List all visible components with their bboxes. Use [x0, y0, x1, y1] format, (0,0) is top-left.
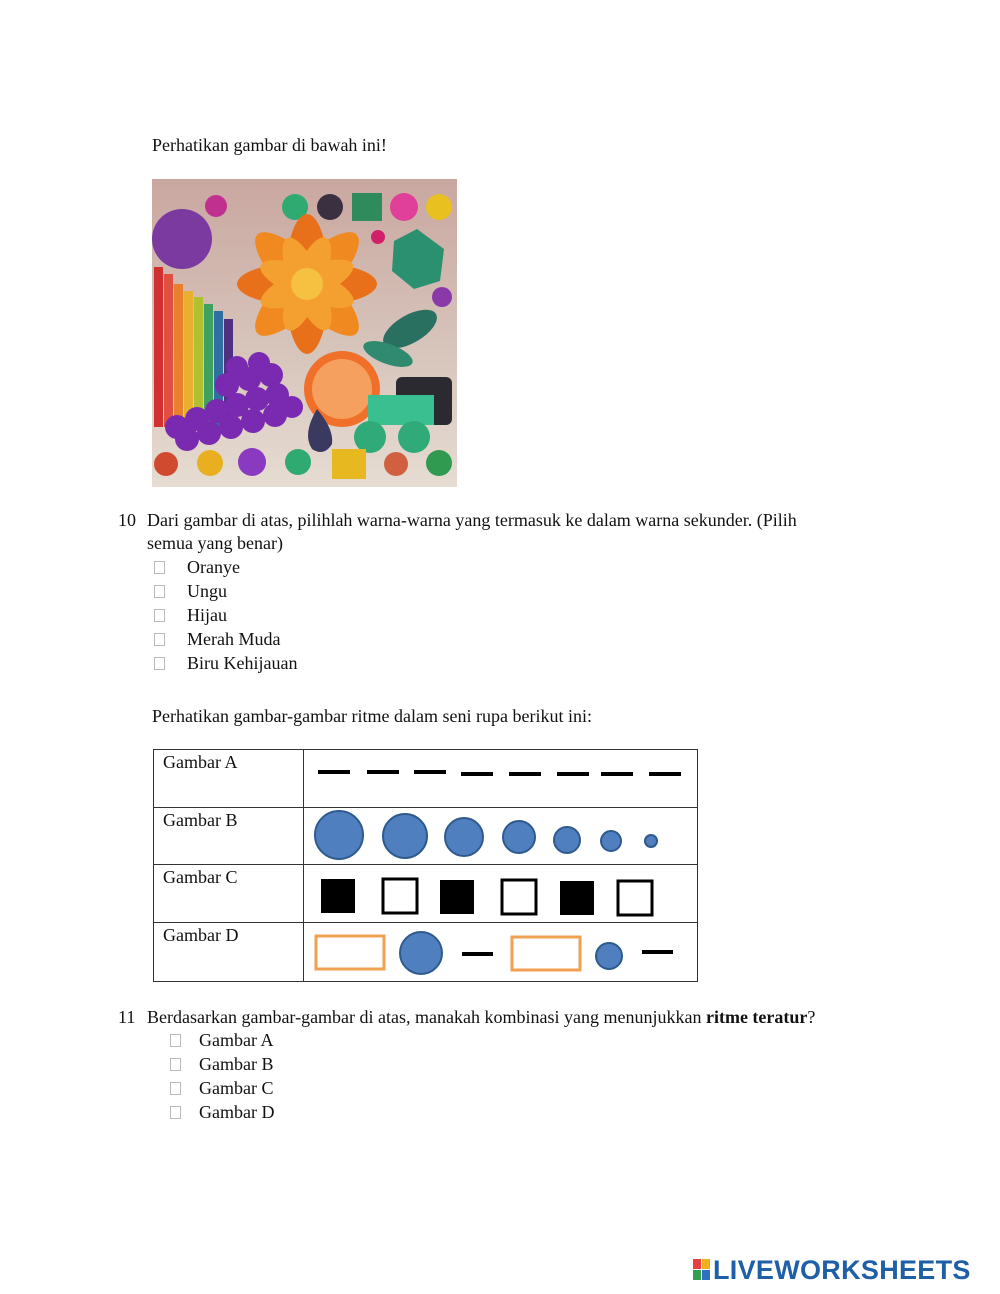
circle-pattern	[304, 808, 697, 864]
question-11-text-bold: ritme teratur	[705, 1007, 808, 1027]
table-row	[154, 922, 698, 981]
question-11-text	[147, 1005, 815, 1029]
table-row	[154, 750, 698, 808]
question-10-text-line1: Dari gambar di atas, pilihlah warna-warna yang termasuk ke dalam warna sekunder. (Pilih	[147, 510, 797, 530]
rhythm-table	[153, 749, 698, 982]
question-11-number: 11	[118, 1007, 136, 1027]
option-label: Gambar B	[199, 1054, 274, 1074]
mixed-pattern	[304, 923, 697, 981]
option-label: Oranye	[187, 557, 240, 577]
rhythm-pattern-b	[304, 808, 698, 865]
row-label-gambar-c: Gambar C	[154, 865, 304, 922]
option-label: Biru Kehijauan	[187, 653, 298, 673]
dash-pattern	[304, 750, 697, 807]
checkbox-icon[interactable]	[154, 633, 165, 646]
question-10-text-line2: semua yang benar)	[147, 533, 283, 553]
color-still-life-image	[152, 179, 457, 487]
question-11-text-end: ?	[807, 1007, 816, 1027]
checkbox-icon[interactable]	[170, 1082, 181, 1095]
instruction-text-1: Perhatikan gambar di bawah ini!	[152, 135, 387, 155]
option-label: Hijau	[187, 605, 227, 625]
checkbox-icon[interactable]	[170, 1106, 181, 1119]
option-label: Gambar A	[199, 1030, 274, 1050]
rhythm-pattern-c	[304, 865, 698, 922]
question-11-text-main: Berdasarkan gambar-gambar di atas, manakah kombinasi yang menunjukkan	[147, 1007, 706, 1027]
table-row	[154, 808, 698, 865]
checkbox-icon[interactable]	[154, 657, 165, 670]
option-label: Gambar D	[199, 1102, 275, 1122]
logo-text: LIVEWORKSHEETS	[713, 1255, 971, 1285]
rhythm-pattern-a	[304, 750, 698, 808]
rhythm-pattern-d	[304, 922, 698, 981]
live-logo-icon	[693, 1259, 711, 1281]
option-label: Gambar C	[199, 1078, 274, 1098]
checkbox-icon[interactable]	[154, 561, 165, 574]
question-10-number: 10	[118, 510, 136, 530]
row-label-gambar-a: Gambar A	[154, 750, 304, 808]
checkbox-icon[interactable]	[154, 585, 165, 598]
square-pattern	[304, 865, 697, 921]
row-label-gambar-d: Gambar D	[154, 922, 304, 981]
checkbox-icon[interactable]	[170, 1058, 181, 1071]
row-label-gambar-b: Gambar B	[154, 808, 304, 865]
checkbox-icon[interactable]	[154, 609, 165, 622]
instruction-text-2: Perhatikan gambar-gambar ritme dalam seni rupa berikut ini:	[152, 706, 592, 726]
table-row	[154, 865, 698, 922]
option-label: Merah Muda	[187, 629, 281, 649]
checkbox-icon[interactable]	[170, 1034, 181, 1047]
option-label: Ungu	[187, 581, 227, 601]
